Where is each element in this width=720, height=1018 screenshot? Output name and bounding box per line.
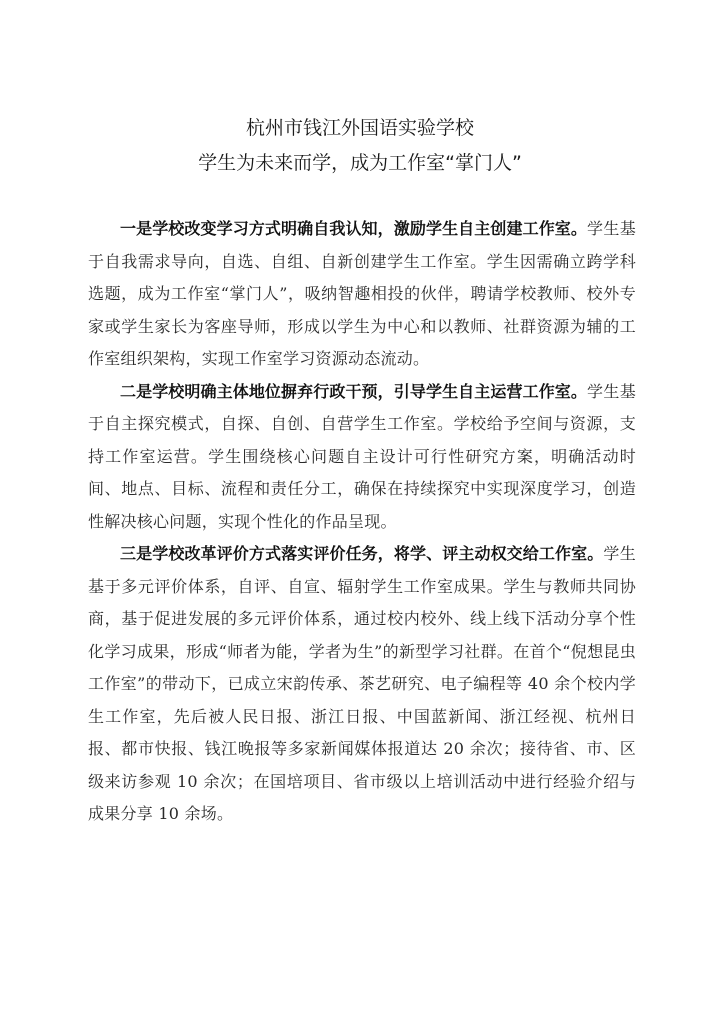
paragraph-1-lead: 一是学校改变学习方式明确自我认知，激励学生自主创建工作室。 (120, 219, 588, 238)
paragraph-3-lead: 三是学校改革评价方式落实评价任务，将学、评主动权交给工作室。 (120, 544, 604, 563)
paragraph-1-text: 学生基于自我需求导向，自选、自组、自新创建学生工作室。学生因需确立跨学科选题，成为工作室“掌门人”，吸纳智趣相投的伙伴，聘请学校教师、校外专家或学生家长为客座导师，形成以学生为中心和以教师、社群资源为辅的工作室组织架构，实现工作室学习资源动态流动。 (88, 219, 636, 368)
paragraph-3 (88, 538, 636, 831)
document-body (88, 213, 636, 831)
paragraph-1 (88, 213, 636, 376)
document-title-subject: 学生为未来而学，成为工作室“掌门人” (198, 152, 522, 174)
paragraph-3-text: 学生基于多元评价体系，自评、自宣、辐射学生工作室成果。学生与教师共同协商，基于促进发展的多元评价体系，通过校内校外、线上线下活动分享个性化学习成果，形成“师者为能，学者为生”的新型学习社群。在首个“倪想昆虫工作室”的带动下，已成立宋韵传承、茶艺研究、电子编程等 40 余个校内学生工作室，先后被人民日报、浙江日报、中国蓝新闻、浙江经视、杭州日报、都市快报、钱江晚报等多家新闻媒体报道达 20 余次；接待省、市、区级来访参观 10 余次；在国培项目、省市级以上培训活动中进行经验介绍与成果分享 10 余场。 (88, 544, 636, 823)
paragraph-2-text: 学生基于自主探究模式，自探、自创、自营学生工作室。学校给予空间与资源，支持工作室运营。学生围绕核心问题自主设计可行性研究方案，明确活动时间、地点、目标、流程和责任分工，确保在持续探究中实现深度学习，创造性解决核心问题，实现个性化的作品呈现。 (88, 381, 636, 531)
paragraph-2 (88, 376, 636, 539)
paragraph-2-lead: 二是学校明确主体地位摒弃行政干预，引导学生自主运营工作室。 (120, 381, 588, 401)
document-title-school: 杭州市钱江外国语实验学校 (245, 117, 474, 139)
